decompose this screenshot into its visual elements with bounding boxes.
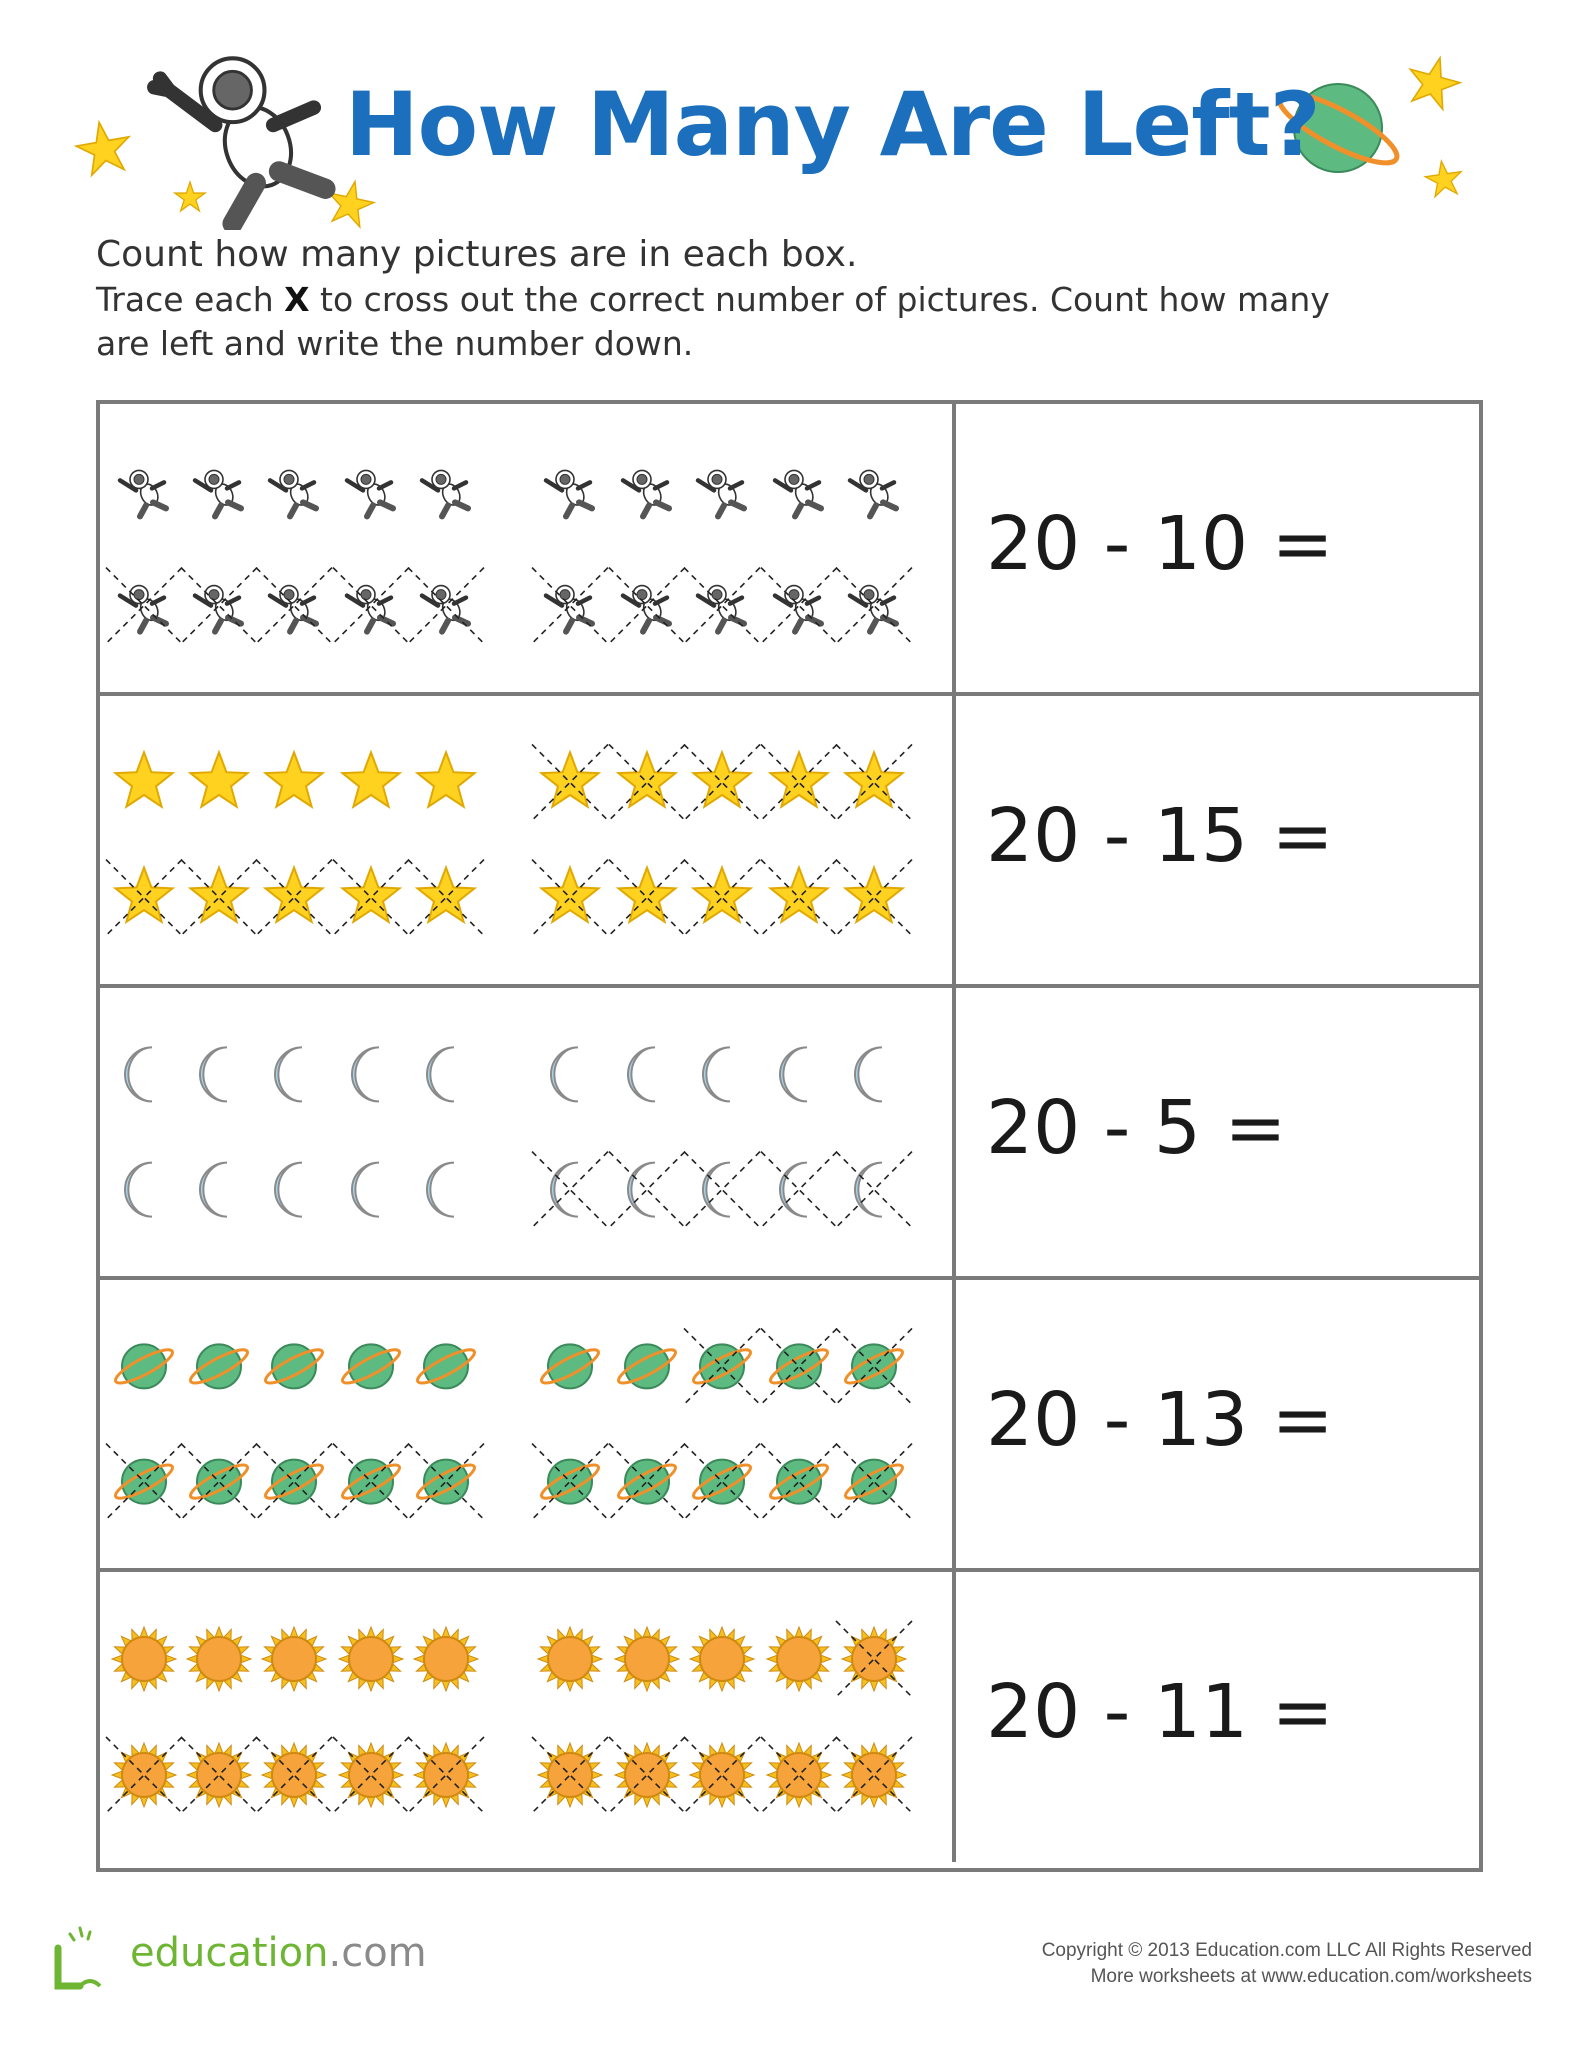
star-icon bbox=[265, 868, 322, 922]
star-icon bbox=[541, 752, 598, 806]
logo-main: education bbox=[130, 1930, 329, 1976]
moon-icon bbox=[628, 1163, 655, 1217]
moon-icon bbox=[352, 1163, 379, 1217]
astronaut-icon bbox=[422, 586, 468, 632]
astronaut-icon bbox=[775, 470, 821, 516]
picture-grid bbox=[100, 988, 952, 1276]
equation-cell bbox=[960, 404, 1479, 692]
planet-icon bbox=[262, 1344, 326, 1388]
equation-cell bbox=[960, 1572, 1479, 1862]
star-icon bbox=[417, 752, 474, 806]
equation-cell bbox=[960, 696, 1479, 984]
moon-icon bbox=[855, 1047, 882, 1101]
moon-icon bbox=[780, 1047, 807, 1101]
moon-icon bbox=[275, 1163, 302, 1217]
star-icon bbox=[541, 868, 598, 922]
star-icon bbox=[845, 752, 902, 806]
astronaut-icon bbox=[546, 586, 592, 632]
planet-icon bbox=[615, 1344, 679, 1388]
sun-icon bbox=[690, 1627, 754, 1691]
copyright bbox=[1042, 1938, 1532, 1990]
moon-icon bbox=[352, 1047, 379, 1101]
logo-text bbox=[130, 1930, 427, 1976]
picture-cell bbox=[100, 1572, 956, 1862]
moon-icon bbox=[275, 1047, 302, 1101]
book-icon bbox=[50, 1920, 130, 2000]
equation-cell bbox=[960, 1280, 1479, 1568]
astronaut-icon bbox=[154, 58, 325, 223]
star-icon bbox=[190, 752, 247, 806]
picture-cell bbox=[100, 404, 956, 692]
star-icon bbox=[1423, 159, 1464, 198]
planet-icon bbox=[262, 1460, 326, 1504]
star-icon bbox=[73, 118, 134, 177]
astronaut-icon bbox=[270, 470, 316, 516]
astronaut-icon bbox=[120, 470, 166, 516]
picture-grid bbox=[100, 1572, 952, 1862]
instruction-line-3: are left and write the number down. bbox=[96, 324, 694, 363]
moon-icon bbox=[780, 1163, 807, 1217]
sun-icon bbox=[615, 1627, 679, 1691]
moon-icon bbox=[125, 1163, 152, 1217]
table-row bbox=[100, 696, 1479, 988]
planet-icon bbox=[187, 1460, 251, 1504]
planet-icon bbox=[767, 1460, 831, 1504]
picture-grid bbox=[100, 696, 952, 984]
star-icon bbox=[115, 868, 172, 922]
moon-icon bbox=[628, 1047, 655, 1101]
astronaut-icon bbox=[195, 470, 241, 516]
planet-icon bbox=[339, 1344, 403, 1388]
star-icon bbox=[618, 868, 675, 922]
planet-icon bbox=[538, 1344, 602, 1388]
moon-icon bbox=[551, 1163, 578, 1217]
education-logo[interactable] bbox=[50, 1920, 430, 2000]
table-row bbox=[100, 1280, 1479, 1572]
sun-icon bbox=[339, 1627, 403, 1691]
star-icon bbox=[770, 752, 827, 806]
star-icon bbox=[342, 868, 399, 922]
instruction-text: Trace each bbox=[96, 280, 285, 319]
astronaut-icon bbox=[195, 586, 241, 632]
sun-icon bbox=[112, 1627, 176, 1691]
star-icon bbox=[618, 752, 675, 806]
star-icon bbox=[265, 752, 322, 806]
planet-icon bbox=[690, 1344, 754, 1388]
table-row bbox=[100, 404, 1479, 696]
copyright-text: Copyright © 2013 Education.com LLC All Rights Reserved bbox=[1041, 1940, 1532, 1961]
equation: 20 - 13 = bbox=[986, 1377, 1334, 1463]
moon-icon bbox=[200, 1163, 227, 1217]
table-row bbox=[100, 988, 1479, 1280]
astronaut-icon bbox=[546, 470, 592, 516]
moon-icon bbox=[200, 1047, 227, 1101]
star-icon bbox=[175, 182, 205, 211]
planet-icon bbox=[767, 1344, 831, 1388]
star-icon bbox=[693, 868, 750, 922]
planet-icon bbox=[414, 1344, 478, 1388]
instruction-x-mark: X bbox=[284, 280, 310, 319]
instruction-line-2 bbox=[96, 278, 1476, 322]
moon-icon bbox=[427, 1047, 454, 1101]
planet-icon bbox=[842, 1460, 906, 1504]
instructions bbox=[96, 232, 1476, 366]
sun-icon bbox=[767, 1627, 831, 1691]
star-icon bbox=[770, 868, 827, 922]
instruction-text: to cross out the correct number of pictures. Count how many bbox=[309, 280, 1330, 319]
picture-grid bbox=[100, 404, 952, 692]
more-worksheets-link[interactable]: More worksheets at www.education.com/worksheets bbox=[1090, 1966, 1532, 1987]
planet-icon bbox=[414, 1460, 478, 1504]
star-icon bbox=[1403, 51, 1465, 111]
star-icon bbox=[115, 752, 172, 806]
sun-icon bbox=[262, 1627, 326, 1691]
equation: 20 - 10 = bbox=[986, 501, 1334, 587]
astronaut-icon bbox=[270, 586, 316, 632]
planet-icon bbox=[690, 1460, 754, 1504]
header bbox=[0, 0, 1582, 230]
star-icon bbox=[845, 868, 902, 922]
moon-icon bbox=[551, 1047, 578, 1101]
star-icon bbox=[417, 868, 474, 922]
astronaut-icon bbox=[347, 470, 393, 516]
astronaut-icon bbox=[850, 470, 896, 516]
sun-icon bbox=[187, 1627, 251, 1691]
planet-icon bbox=[842, 1344, 906, 1388]
astronaut-icon bbox=[623, 470, 669, 516]
equation: 20 - 11 = bbox=[986, 1669, 1334, 1755]
planet-icon bbox=[187, 1344, 251, 1388]
astronaut-icon bbox=[120, 586, 166, 632]
equation: 20 - 15 = bbox=[986, 793, 1334, 879]
planet-icon bbox=[112, 1344, 176, 1388]
moon-icon bbox=[703, 1047, 730, 1101]
picture-cell bbox=[100, 1280, 956, 1568]
worksheet-table bbox=[96, 400, 1483, 1872]
equation-cell bbox=[960, 988, 1479, 1276]
astronaut-icon bbox=[698, 586, 744, 632]
picture-grid bbox=[100, 1280, 952, 1568]
astronaut-icon bbox=[850, 586, 896, 632]
instruction-line-1: Count how many pictures are in each box. bbox=[96, 234, 858, 275]
star-icon bbox=[342, 752, 399, 806]
astronaut-icon bbox=[775, 586, 821, 632]
astronaut-icon bbox=[698, 470, 744, 516]
logo-suffix: .com bbox=[328, 1930, 427, 1976]
picture-cell bbox=[100, 696, 956, 984]
moon-icon bbox=[703, 1163, 730, 1217]
moon-icon bbox=[125, 1047, 152, 1101]
star-icon bbox=[693, 752, 750, 806]
moon-icon bbox=[855, 1163, 882, 1217]
page-title: How Many Are Left? bbox=[345, 73, 1320, 176]
picture-cell bbox=[100, 988, 956, 1276]
sun-icon bbox=[414, 1627, 478, 1691]
planet-icon bbox=[538, 1460, 602, 1504]
star-icon bbox=[190, 868, 247, 922]
planet-icon bbox=[112, 1460, 176, 1504]
moon-icon bbox=[427, 1163, 454, 1217]
equation: 20 - 5 = bbox=[986, 1085, 1287, 1171]
table-row bbox=[100, 1572, 1479, 1862]
planet-icon bbox=[615, 1460, 679, 1504]
astronaut-icon bbox=[347, 586, 393, 632]
planet-icon bbox=[339, 1460, 403, 1504]
sun-icon bbox=[538, 1627, 602, 1691]
astronaut-icon bbox=[623, 586, 669, 632]
astronaut-icon bbox=[422, 470, 468, 516]
